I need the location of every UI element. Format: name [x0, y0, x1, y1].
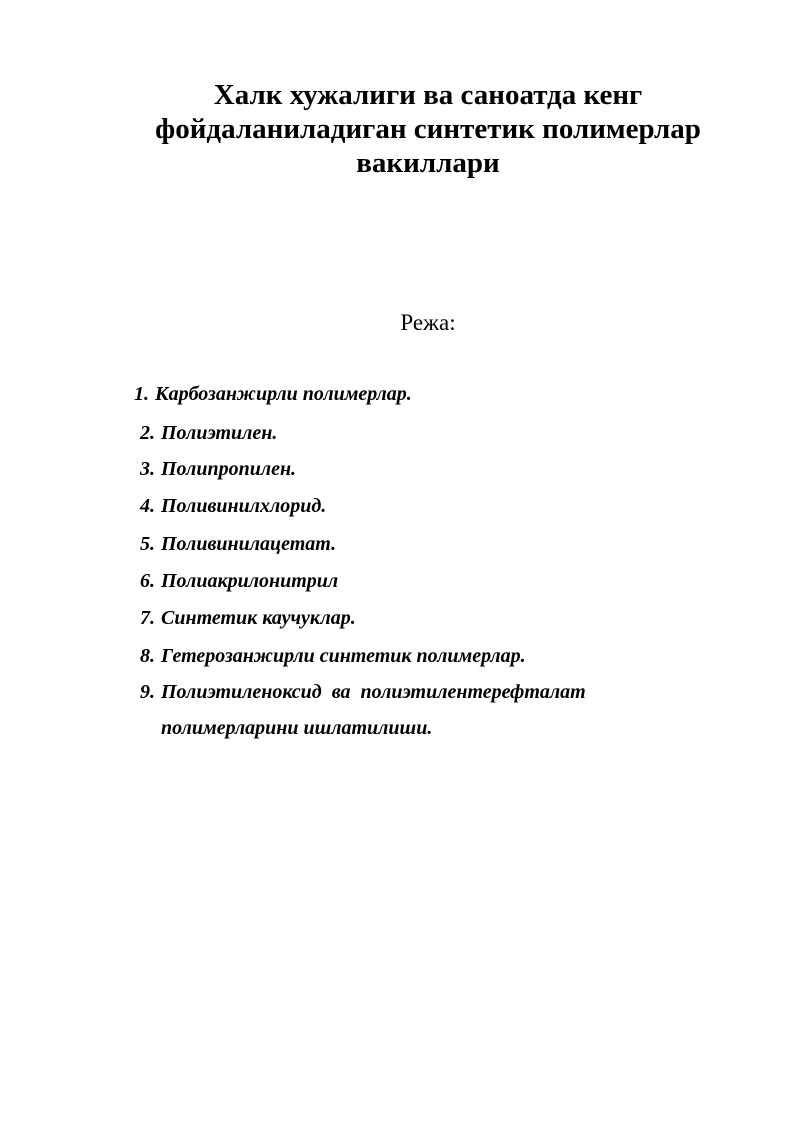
plan-item	[140, 569, 338, 593]
plan-item-number: 7.	[140, 607, 155, 629]
plan-item-text: Синтетик каучуклар.	[161, 607, 356, 629]
plan-heading: Режа:	[400, 310, 456, 335]
plan-item-number: 3.	[140, 458, 155, 480]
plan-item	[140, 680, 586, 740]
title-line-1: Халк хужалиги ва саноатда кенг	[213, 79, 643, 111]
plan-item-text: Полиакрилонитрил	[161, 570, 339, 592]
plan-item-continuation: полимерларини ишлатилиши.	[161, 717, 433, 739]
plan-item-text: Поливинилхлорид.	[161, 495, 327, 517]
plan-item	[134, 382, 412, 406]
plan-item	[140, 421, 277, 445]
plan-item-text: Поливинилацетат.	[161, 533, 337, 555]
plan-item	[140, 644, 526, 668]
plan-item-text: Полипропилен.	[161, 458, 297, 480]
plan-item-text: Полиэтиленоксид ва полиэтилентерефталат	[161, 681, 586, 703]
title-line-2: фойдаланиладиган синтетик полимерлар	[155, 113, 701, 145]
plan-item-text: Гетерозанжирли синтетик полимерлар.	[161, 645, 526, 667]
title-line-3: вакиллари	[356, 147, 500, 179]
page-title	[100, 78, 756, 180]
plan-item	[140, 457, 296, 481]
plan-item	[140, 532, 336, 556]
plan-item	[140, 606, 356, 630]
plan-item-number: 9.	[140, 681, 155, 703]
plan-item-number: 5.	[140, 533, 155, 555]
plan-item-number: 2.	[140, 422, 155, 444]
plan-item-text: Полиэтилен.	[161, 422, 278, 444]
plan-item	[140, 494, 326, 518]
plan-item-number: 8.	[140, 645, 155, 667]
plan-item-number: 6.	[140, 570, 155, 592]
plan-item-number: 1.	[134, 383, 149, 405]
plan-item-text: Карбозанжирли полимерлар.	[155, 383, 412, 405]
plan-item-number: 4.	[140, 495, 155, 517]
